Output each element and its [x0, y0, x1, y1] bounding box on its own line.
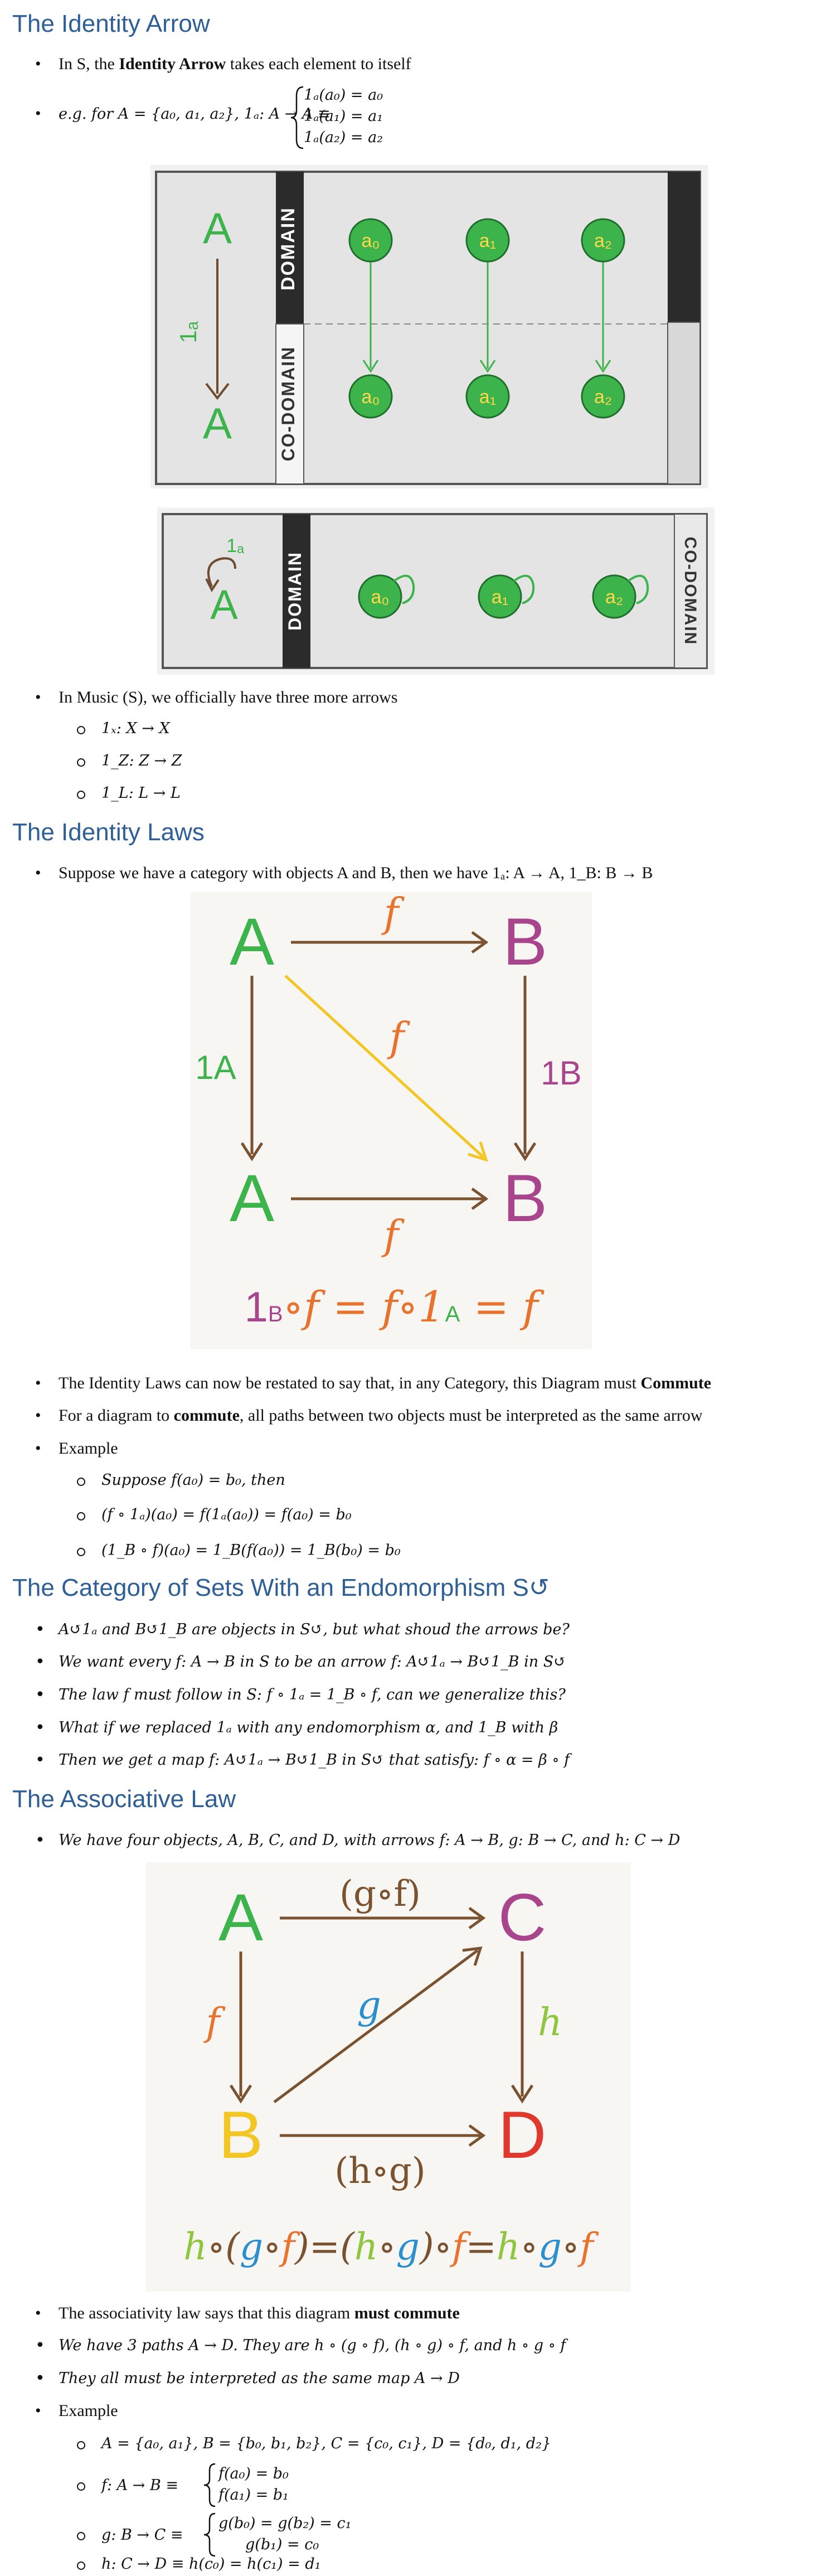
- case-line: 1ₐ(a₀) = a₀: [304, 86, 383, 104]
- object-b: B: [218, 2098, 264, 2172]
- bullet-assoc-law: [59, 2303, 460, 2324]
- bullet-text: In S, the: [59, 55, 119, 73]
- svg-text:1B∘f = f∘1A = f: 1B∘f = f∘1A = f: [244, 1282, 538, 1331]
- case-line: 1ₐ(a₂) = a₂: [304, 129, 383, 146]
- bullet-endo-3: • The law f must follow in S: f ∘ 1ₐ = 1_B ∘ f, can we generalize this?: [59, 1684, 566, 1706]
- sub-bullet-example-1: Suppose f(a₀) = b₀, then: [101, 1470, 285, 1491]
- bullet-identity-laws-setup: [59, 863, 653, 884]
- object-a-bottom: A: [229, 1161, 275, 1236]
- identity-laws-diagram: [191, 892, 592, 1349]
- bullet-endo-2: • We want every f: A → B in S to be an arrow f: A↺1ₐ → B↺1_B in S↺: [59, 1652, 566, 1673]
- bullet-commute-restated: [59, 1373, 711, 1394]
- sub-bullet-arrow-x: 1ₓ: X → X: [101, 718, 170, 739]
- node-label: a₀: [371, 587, 390, 608]
- object-a-top: A: [229, 904, 275, 979]
- sub-bullet-sets: A = {a₀, a₁}, B = {b₀, b₁, b₂}, C = {c₀, c₁}, D = {d₀, d₁, d₂}: [101, 2433, 551, 2454]
- case-line: 1ₐ(a₁) = a₁: [304, 108, 383, 125]
- sub-bullet-h-map: h: C → D ≡ h(c₀) = h(c₁) = d₁: [101, 2554, 320, 2575]
- label-right: h: [538, 2001, 562, 2045]
- node-label: a₁: [479, 230, 497, 251]
- math-text: f: A → B ≡: [101, 2477, 179, 2494]
- g-cases: [218, 2513, 351, 2555]
- bullet-text: In Music (S), we officially have three more arrows: [59, 688, 398, 706]
- bullet-text: Example: [59, 2401, 118, 2420]
- codomain-label: CO-DOMAIN: [278, 346, 298, 462]
- node-label: a₂: [594, 386, 613, 408]
- right-bar: [668, 172, 700, 322]
- case-line: g(b₁) = c₀: [245, 2536, 319, 2553]
- cases-brace: [202, 2511, 218, 2558]
- sub-bullet-arrow-l: 1_L: L → L: [101, 783, 181, 804]
- domain-label: DOMAIN: [278, 207, 299, 290]
- label-bottom: (h∘g): [334, 2151, 426, 2192]
- associative-law-formula: [183, 2225, 599, 2268]
- bullet-text: The Identity Laws can now be restated to say that, in any Category, this Diagram must: [59, 1374, 641, 1392]
- label-bottom: f: [383, 1212, 399, 1258]
- object-b-top: B: [502, 904, 548, 979]
- right-bar-lower: [668, 322, 700, 484]
- figure-frame: [156, 172, 700, 484]
- bullet-text: takes each element to itself: [226, 55, 411, 73]
- sub-bullet-arrow-z: 1_Z: Z → Z: [101, 750, 182, 772]
- label-diagonal: f: [389, 1014, 405, 1061]
- identity-small-figure: [157, 507, 715, 675]
- identity-arrow-label: 1ₐ: [175, 321, 201, 343]
- case-line: f(a₁) = b₁: [218, 2486, 289, 2504]
- object-a-top: A: [202, 204, 232, 253]
- f-cases: [218, 2463, 289, 2506]
- bullet-text: For a diagram to: [59, 1406, 174, 1425]
- node-label: a₀: [361, 230, 380, 251]
- bullet-commute-definition: [59, 1405, 703, 1426]
- bullet-text: Suppose we have a category with objects A and B, then we have 1ₐ: A → A, 1_B: B → B: [59, 864, 653, 882]
- object-d: D: [498, 2098, 547, 2172]
- codomain-label: CO-DOMAIN: [681, 536, 699, 646]
- sub-bullet-example-3: (1_B ∘ f)(a₀) = 1_B(f(a₀)) = 1_B(b₀) = b₀: [101, 1540, 401, 1561]
- case-line: g(b₀) = g(b₂) = c₁: [218, 2515, 352, 2532]
- bullet-music-arrows: [59, 687, 397, 708]
- math-text: g: B → C ≡: [101, 2526, 183, 2544]
- bullet-text: The associativity law says that this diagram: [59, 2304, 354, 2322]
- associative-law-diagram: [146, 1862, 631, 2292]
- label-top: f: [383, 892, 399, 936]
- math-text: e.g. for A = {a₀, a₁, a₂}, 1ₐ: A → A ≡: [59, 105, 330, 123]
- bullet-assoc-paths: • We have 3 paths A → D. They are h ∘ (g ∘ f), (h ∘ g) ∘ f, and h ∘ g ∘ f: [59, 2335, 566, 2356]
- self-loop-label: 1ₐ: [226, 535, 244, 556]
- identity-cases: [304, 85, 383, 148]
- section-title-endomorphism: The Category of Sets With an Endomorphism S↺: [12, 1574, 550, 1601]
- svg-text:h∘(g∘f)=(h∘g)∘f=h∘g∘f: h∘(g∘f)=(h∘g)∘f=h∘g∘f: [183, 2225, 594, 2268]
- bullet-bold-text: Commute: [640, 1374, 712, 1392]
- section-title-identity-arrow: The Identity Arrow: [12, 10, 210, 37]
- section-title-identity-laws: The Identity Laws: [12, 819, 205, 846]
- bullet-assoc-example: [59, 2400, 118, 2422]
- bullet-text: , all paths between two objects must be interpreted as the same arrow: [239, 1406, 703, 1425]
- node-label: a₁: [491, 587, 509, 608]
- node-label: a₁: [479, 386, 497, 408]
- case-line: f(a₀) = b₀: [218, 2465, 289, 2482]
- identity-arrow-figure: [150, 165, 708, 488]
- object-a-bottom: A: [202, 399, 232, 448]
- bullet-bold-text: commute: [173, 1406, 240, 1425]
- bullet-endo-5: • Then we get a map f: A↺1ₐ → B↺1_B in S↺ that satisfy: f ∘ α = β ∘ f: [59, 1750, 570, 1771]
- bullet-text: Example: [59, 1439, 118, 1458]
- object-b-bottom: B: [502, 1161, 548, 1236]
- bullet-endo-1: • A↺1ₐ and B↺1_B are objects in S↺, but what shoud the arrows be?: [59, 1619, 570, 1640]
- object-a: A: [210, 582, 238, 628]
- object-c: C: [498, 1880, 547, 1955]
- bullet-bold-text: must commute: [354, 2304, 460, 2322]
- node-label: a₀: [361, 386, 380, 408]
- bullet-identity-arrow-definition: [59, 54, 411, 75]
- node-label: a₂: [594, 230, 613, 251]
- bullet-endo-4: • What if we replaced 1ₐ with any endomorphism α, and 1_B with β: [59, 1717, 558, 1739]
- label-left: f: [206, 2001, 220, 2045]
- bullet-assoc-objects: • We have four objects, A, B, C, and D, with arrows f: A → B, g: B → C, and h: C → D: [59, 1830, 680, 1851]
- label-right: 1B: [541, 1054, 582, 1092]
- label-diagonal: g: [357, 1984, 381, 2028]
- sub-bullet-example-2: (f ∘ 1ₐ)(a₀) = f(1ₐ(a₀)) = f(a₀) = b₀: [101, 1504, 352, 1526]
- bullet-bold-text: Identity Arrow: [119, 55, 226, 73]
- node-label: a₂: [605, 587, 624, 608]
- domain-label: DOMAIN: [285, 551, 305, 631]
- bullet-assoc-same-map: • They all must be interpreted as the same map A → D: [59, 2368, 460, 2389]
- label-top: (g∘f): [339, 1873, 421, 1915]
- bullet-example: [59, 1438, 118, 1459]
- sub-bullet-g-map: [101, 2524, 183, 2546]
- cases-brace: [202, 2462, 218, 2509]
- sub-bullet-f-map: [101, 2475, 178, 2496]
- label-left: 1A: [195, 1049, 236, 1086]
- object-a: A: [218, 1880, 264, 1955]
- identity-law-formula: [245, 1282, 545, 1331]
- section-title-associative: The Associative Law: [12, 1785, 236, 1813]
